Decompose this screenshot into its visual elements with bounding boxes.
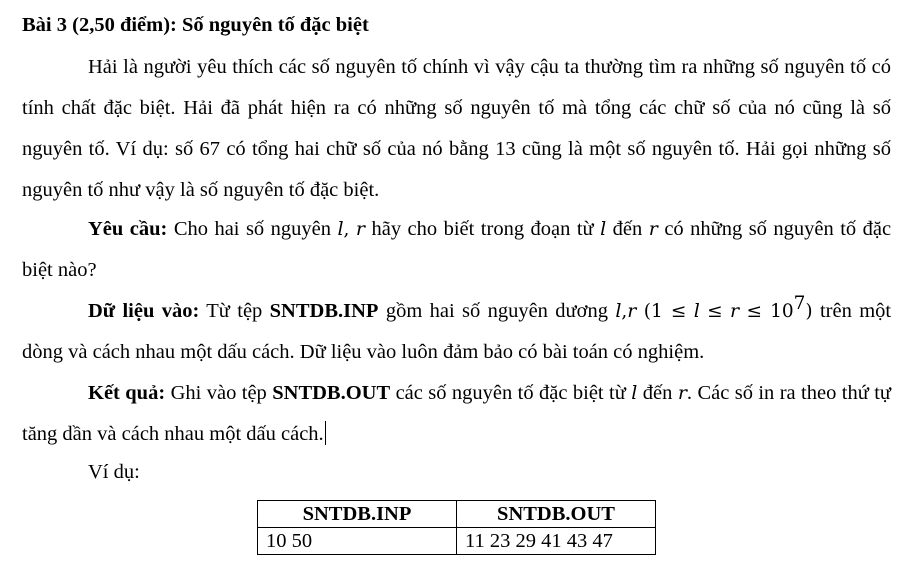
constraint-open: (1 ≤ <box>643 301 687 322</box>
example-header-input: SNTDB.INP <box>258 501 457 528</box>
example-label: Ví dụ: <box>88 461 140 483</box>
var-r: r <box>355 218 365 240</box>
var-r: r <box>648 218 658 240</box>
output-text-3: đến <box>642 382 673 404</box>
intro-paragraph <box>22 47 891 211</box>
requirement-paragraph <box>22 209 891 291</box>
problem-title: Bài 3 (2,50 điểm): Số nguyên tố đặc biệt <box>22 14 369 36</box>
example-cell-output: 11 23 29 41 43 47 <box>457 528 656 555</box>
text-cursor <box>325 421 327 445</box>
example-table <box>257 500 656 555</box>
constraint-upper-bound: ≤ 10 <box>746 301 794 322</box>
example-cell-input: 10 50 <box>258 528 457 555</box>
input-text-1: Từ tệp <box>206 300 263 322</box>
intro-text: Hải là người yêu thích các số nguyên tố chính vì vậy cậu ta thường tìm ra những số nguyên tố có tính chất đặc biệt. Hải đã phát hiện ra có những số nguyên tố mà tổng các chữ số của nó cũng là số nguyên tố. Ví dụ: số 67 có tổng hai chữ số của nó bằng 13 cũng là một số nguyên tố. Hải gọi những số nguyên tố như vậy là số nguyên tố đặc biệt. <box>22 56 891 201</box>
output-text-4: . Các số in ra theo thứ tự tăng dần và cách nhau một dấu cách. <box>22 382 892 445</box>
input-paragraph: Dữ liệu vào: Từ tệp SNTDB.INP gồm hai số nguyên dương l,r $(1 \le l \le r \le 10^7)$ trên một dòng và cách nhau một dấu cách. Dữ liệu vào luôn đảm bảo có bài toán có nghiệm. <box>22 293 892 363</box>
var-separator: , <box>343 219 350 240</box>
output-label: Kết quả: <box>88 382 166 404</box>
var-r: r <box>677 382 687 404</box>
output-text-2: các số nguyên tố đặc biệt từ <box>395 382 626 404</box>
table-row <box>258 528 656 555</box>
example-table-header-row <box>258 501 656 528</box>
input-file-name: SNTDB.INP <box>269 300 379 322</box>
var-l: l <box>600 218 607 240</box>
output-file-name: SNTDB.OUT <box>272 382 391 404</box>
requirement-label: Yêu cầu: <box>88 218 168 240</box>
output-text-1: Ghi vào tệp <box>170 382 267 404</box>
constraint-le: ≤ <box>707 301 723 322</box>
constraint-close: ) <box>805 301 813 322</box>
input-text-2: gồm hai số nguyên dương <box>385 300 608 322</box>
requirement-text-3: đến <box>612 218 643 240</box>
var-l: l <box>631 382 638 404</box>
input-text-3: trên một dòng và cách nhau một dấu cách. Dữ liệu vào luôn đảm bảo có bài toán có nghiệm. <box>22 300 892 363</box>
example-header-output: SNTDB.OUT <box>457 501 656 528</box>
var-l: l <box>337 218 344 240</box>
output-paragraph <box>22 373 891 455</box>
requirement-text-4: có những số nguyên tố đặc biệt nào? <box>22 218 892 281</box>
var-r: r <box>627 300 637 322</box>
requirement-text-2: hãy cho biết trong đoạn từ <box>371 218 594 240</box>
constraint-exponent: 7 <box>793 293 806 314</box>
input-label: Dữ liệu vào: <box>88 300 200 322</box>
requirement-text-1: Cho hai số nguyên <box>173 218 331 240</box>
var-l: l <box>615 300 622 322</box>
